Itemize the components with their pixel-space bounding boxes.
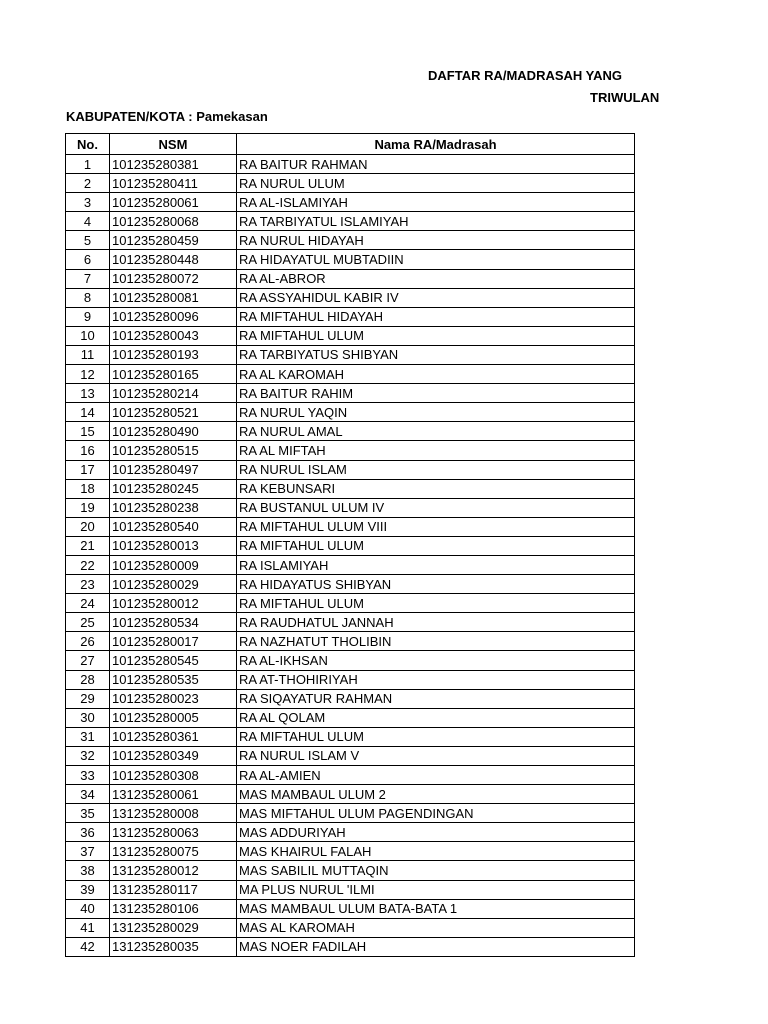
row-number: 19 — [66, 498, 110, 517]
row-madrasah-name: RA NURUL ISLAM V — [237, 746, 635, 765]
table-row — [66, 345, 635, 364]
row-nsm: 101235280515 — [110, 441, 237, 460]
table-row — [66, 384, 635, 403]
row-madrasah-name: MAS KHAIRUL FALAH — [237, 842, 635, 861]
table-row — [66, 613, 635, 632]
row-madrasah-name: RA AT-THOHIRIYAH — [237, 670, 635, 689]
table-row — [66, 498, 635, 517]
row-nsm: 101235280029 — [110, 575, 237, 594]
row-madrasah-name: RA SIQAYATUR RAHMAN — [237, 689, 635, 708]
madrasah-table — [65, 133, 635, 957]
row-nsm: 101235280214 — [110, 384, 237, 403]
row-madrasah-name: RA BAITUR RAHMAN — [237, 155, 635, 174]
row-madrasah-name: MA PLUS NURUL 'ILMI — [237, 880, 635, 899]
header-no: No. — [66, 134, 110, 155]
row-number: 21 — [66, 536, 110, 555]
row-nsm: 101235280165 — [110, 365, 237, 384]
row-nsm: 101235280308 — [110, 766, 237, 785]
row-nsm: 101235280005 — [110, 708, 237, 727]
table-row — [66, 823, 635, 842]
row-nsm: 101235280459 — [110, 231, 237, 250]
row-nsm: 101235280521 — [110, 403, 237, 422]
row-madrasah-name: RA AL KAROMAH — [237, 365, 635, 384]
row-number: 24 — [66, 594, 110, 613]
row-number: 37 — [66, 842, 110, 861]
table-row — [66, 708, 635, 727]
row-nsm: 131235280075 — [110, 842, 237, 861]
table-row — [66, 326, 635, 345]
row-madrasah-name: RA TARBIYATUL ISLAMIYAH — [237, 212, 635, 231]
row-nsm: 131235280106 — [110, 899, 237, 918]
row-madrasah-name: RA BAITUR RAHIM — [237, 384, 635, 403]
table-row — [66, 594, 635, 613]
row-nsm: 101235280043 — [110, 326, 237, 345]
row-number: 23 — [66, 575, 110, 594]
row-madrasah-name: RA NURUL YAQIN — [237, 403, 635, 422]
row-number: 33 — [66, 766, 110, 785]
row-nsm: 101235280448 — [110, 250, 237, 269]
row-madrasah-name: RA HIDAYATUS SHIBYAN — [237, 575, 635, 594]
table-row — [66, 403, 635, 422]
row-number: 4 — [66, 212, 110, 231]
table-row — [66, 785, 635, 804]
row-number: 8 — [66, 288, 110, 307]
table-row — [66, 174, 635, 193]
row-number: 34 — [66, 785, 110, 804]
row-madrasah-name: RA MIFTAHUL HIDAYAH — [237, 307, 635, 326]
row-madrasah-name: RA HIDAYATUL MUBTADIIN — [237, 250, 635, 269]
row-number: 13 — [66, 384, 110, 403]
row-nsm: 101235280072 — [110, 269, 237, 288]
row-number: 20 — [66, 517, 110, 536]
row-nsm: 101235280081 — [110, 288, 237, 307]
table-row — [66, 555, 635, 574]
table-row — [66, 804, 635, 823]
table-header-row — [66, 134, 635, 155]
region-label: KABUPATEN/KOTA : Pamekasan — [66, 109, 268, 124]
row-nsm: 101235280238 — [110, 498, 237, 517]
table-row — [66, 918, 635, 937]
row-madrasah-name: RA ISLAMIYAH — [237, 555, 635, 574]
table-row — [66, 212, 635, 231]
row-number: 15 — [66, 422, 110, 441]
row-madrasah-name: RA NURUL ULUM — [237, 174, 635, 193]
row-number: 30 — [66, 708, 110, 727]
table-row — [66, 727, 635, 746]
table-row — [66, 441, 635, 460]
row-madrasah-name: RA AL-ISLAMIYAH — [237, 193, 635, 212]
document-subtitle: TRIWULAN — [590, 90, 660, 105]
row-nsm: 101235280497 — [110, 460, 237, 479]
row-number: 40 — [66, 899, 110, 918]
header-nsm: NSM — [110, 134, 237, 155]
row-number: 2 — [66, 174, 110, 193]
row-number: 12 — [66, 365, 110, 384]
row-number: 38 — [66, 861, 110, 880]
row-number: 31 — [66, 727, 110, 746]
row-nsm: 101235280068 — [110, 212, 237, 231]
row-number: 26 — [66, 632, 110, 651]
row-number: 36 — [66, 823, 110, 842]
row-number: 9 — [66, 307, 110, 326]
row-madrasah-name: RA MIFTAHUL ULUM — [237, 727, 635, 746]
table-row — [66, 899, 635, 918]
table-row — [66, 517, 635, 536]
row-nsm: 101235280017 — [110, 632, 237, 651]
row-madrasah-name: RA ASSYAHIDUL KABIR IV — [237, 288, 635, 307]
row-nsm: 101235280349 — [110, 746, 237, 765]
row-nsm: 131235280012 — [110, 861, 237, 880]
row-number: 28 — [66, 670, 110, 689]
row-madrasah-name: RA NURUL AMAL — [237, 422, 635, 441]
row-number: 17 — [66, 460, 110, 479]
row-number: 27 — [66, 651, 110, 670]
row-number: 35 — [66, 804, 110, 823]
header-name: Nama RA/Madrasah — [237, 134, 635, 155]
table-body — [66, 155, 635, 957]
row-number: 14 — [66, 403, 110, 422]
row-number: 29 — [66, 689, 110, 708]
table-row — [66, 365, 635, 384]
row-madrasah-name: MAS AL KAROMAH — [237, 918, 635, 937]
table-row — [66, 766, 635, 785]
table-row — [66, 746, 635, 765]
row-nsm: 131235280061 — [110, 785, 237, 804]
row-madrasah-name: MAS NOER FADILAH — [237, 937, 635, 956]
row-number: 5 — [66, 231, 110, 250]
table-row — [66, 460, 635, 479]
row-number: 39 — [66, 880, 110, 899]
row-number: 22 — [66, 555, 110, 574]
row-nsm: 101235280535 — [110, 670, 237, 689]
row-madrasah-name: MAS MAMBAUL ULUM BATA-BATA 1 — [237, 899, 635, 918]
row-number: 11 — [66, 345, 110, 364]
row-number: 1 — [66, 155, 110, 174]
row-madrasah-name: RA AL-ABROR — [237, 269, 635, 288]
row-nsm: 101235280534 — [110, 613, 237, 632]
row-nsm: 101235280245 — [110, 479, 237, 498]
row-number: 16 — [66, 441, 110, 460]
row-madrasah-name: RA NURUL HIDAYAH — [237, 231, 635, 250]
row-number: 25 — [66, 613, 110, 632]
row-madrasah-name: MAS MAMBAUL ULUM 2 — [237, 785, 635, 804]
table-row — [66, 269, 635, 288]
row-number: 32 — [66, 746, 110, 765]
row-number: 6 — [66, 250, 110, 269]
table-row — [66, 880, 635, 899]
row-nsm: 131235280063 — [110, 823, 237, 842]
row-nsm: 131235280117 — [110, 880, 237, 899]
row-madrasah-name: RA RAUDHATUL JANNAH — [237, 613, 635, 632]
row-madrasah-name: MAS SABILIL MUTTAQIN — [237, 861, 635, 880]
table-row — [66, 536, 635, 555]
row-madrasah-name: RA MIFTAHUL ULUM — [237, 326, 635, 345]
row-nsm: 131235280008 — [110, 804, 237, 823]
table-row — [66, 422, 635, 441]
row-madrasah-name: RA KEBUNSARI — [237, 479, 635, 498]
row-number: 7 — [66, 269, 110, 288]
row-nsm: 131235280029 — [110, 918, 237, 937]
row-number: 41 — [66, 918, 110, 937]
table-row — [66, 155, 635, 174]
row-number: 3 — [66, 193, 110, 212]
table-row — [66, 193, 635, 212]
row-nsm: 101235280009 — [110, 555, 237, 574]
table-row — [66, 575, 635, 594]
table-row — [66, 651, 635, 670]
table-row — [66, 307, 635, 326]
row-madrasah-name: MAS MIFTAHUL ULUM PAGENDINGAN — [237, 804, 635, 823]
row-nsm: 101235280012 — [110, 594, 237, 613]
row-nsm: 101235280490 — [110, 422, 237, 441]
row-madrasah-name: RA MIFTAHUL ULUM — [237, 536, 635, 555]
row-nsm: 101235280411 — [110, 174, 237, 193]
table-row — [66, 689, 635, 708]
row-madrasah-name: RA TARBIYATUS SHIBYAN — [237, 345, 635, 364]
row-madrasah-name: RA AL QOLAM — [237, 708, 635, 727]
row-madrasah-name: RA AL MIFTAH — [237, 441, 635, 460]
row-nsm: 101235280193 — [110, 345, 237, 364]
table-row — [66, 670, 635, 689]
table-row — [66, 288, 635, 307]
row-madrasah-name: RA MIFTAHUL ULUM — [237, 594, 635, 613]
table-row — [66, 937, 635, 956]
table-row — [66, 632, 635, 651]
row-nsm: 101235280545 — [110, 651, 237, 670]
row-nsm: 101235280381 — [110, 155, 237, 174]
row-number: 42 — [66, 937, 110, 956]
row-madrasah-name: RA AL-IKHSAN — [237, 651, 635, 670]
row-nsm: 101235280096 — [110, 307, 237, 326]
row-nsm: 101235280540 — [110, 517, 237, 536]
row-madrasah-name: RA AL-AMIEN — [237, 766, 635, 785]
row-nsm: 101235280361 — [110, 727, 237, 746]
row-madrasah-name: RA MIFTAHUL ULUM VIII — [237, 517, 635, 536]
table-row — [66, 250, 635, 269]
row-madrasah-name: RA BUSTANUL ULUM IV — [237, 498, 635, 517]
row-madrasah-name: RA NURUL ISLAM — [237, 460, 635, 479]
document-title: DAFTAR RA/MADRASAH YANG — [428, 68, 623, 83]
table-row — [66, 861, 635, 880]
table-row — [66, 231, 635, 250]
row-madrasah-name: MAS ADDURIYAH — [237, 823, 635, 842]
row-nsm: 101235280013 — [110, 536, 237, 555]
table-row — [66, 842, 635, 861]
row-nsm: 101235280023 — [110, 689, 237, 708]
table-row — [66, 479, 635, 498]
row-nsm: 101235280061 — [110, 193, 237, 212]
row-madrasah-name: RA NAZHATUT THOLIBIN — [237, 632, 635, 651]
row-number: 10 — [66, 326, 110, 345]
row-number: 18 — [66, 479, 110, 498]
row-nsm: 131235280035 — [110, 937, 237, 956]
